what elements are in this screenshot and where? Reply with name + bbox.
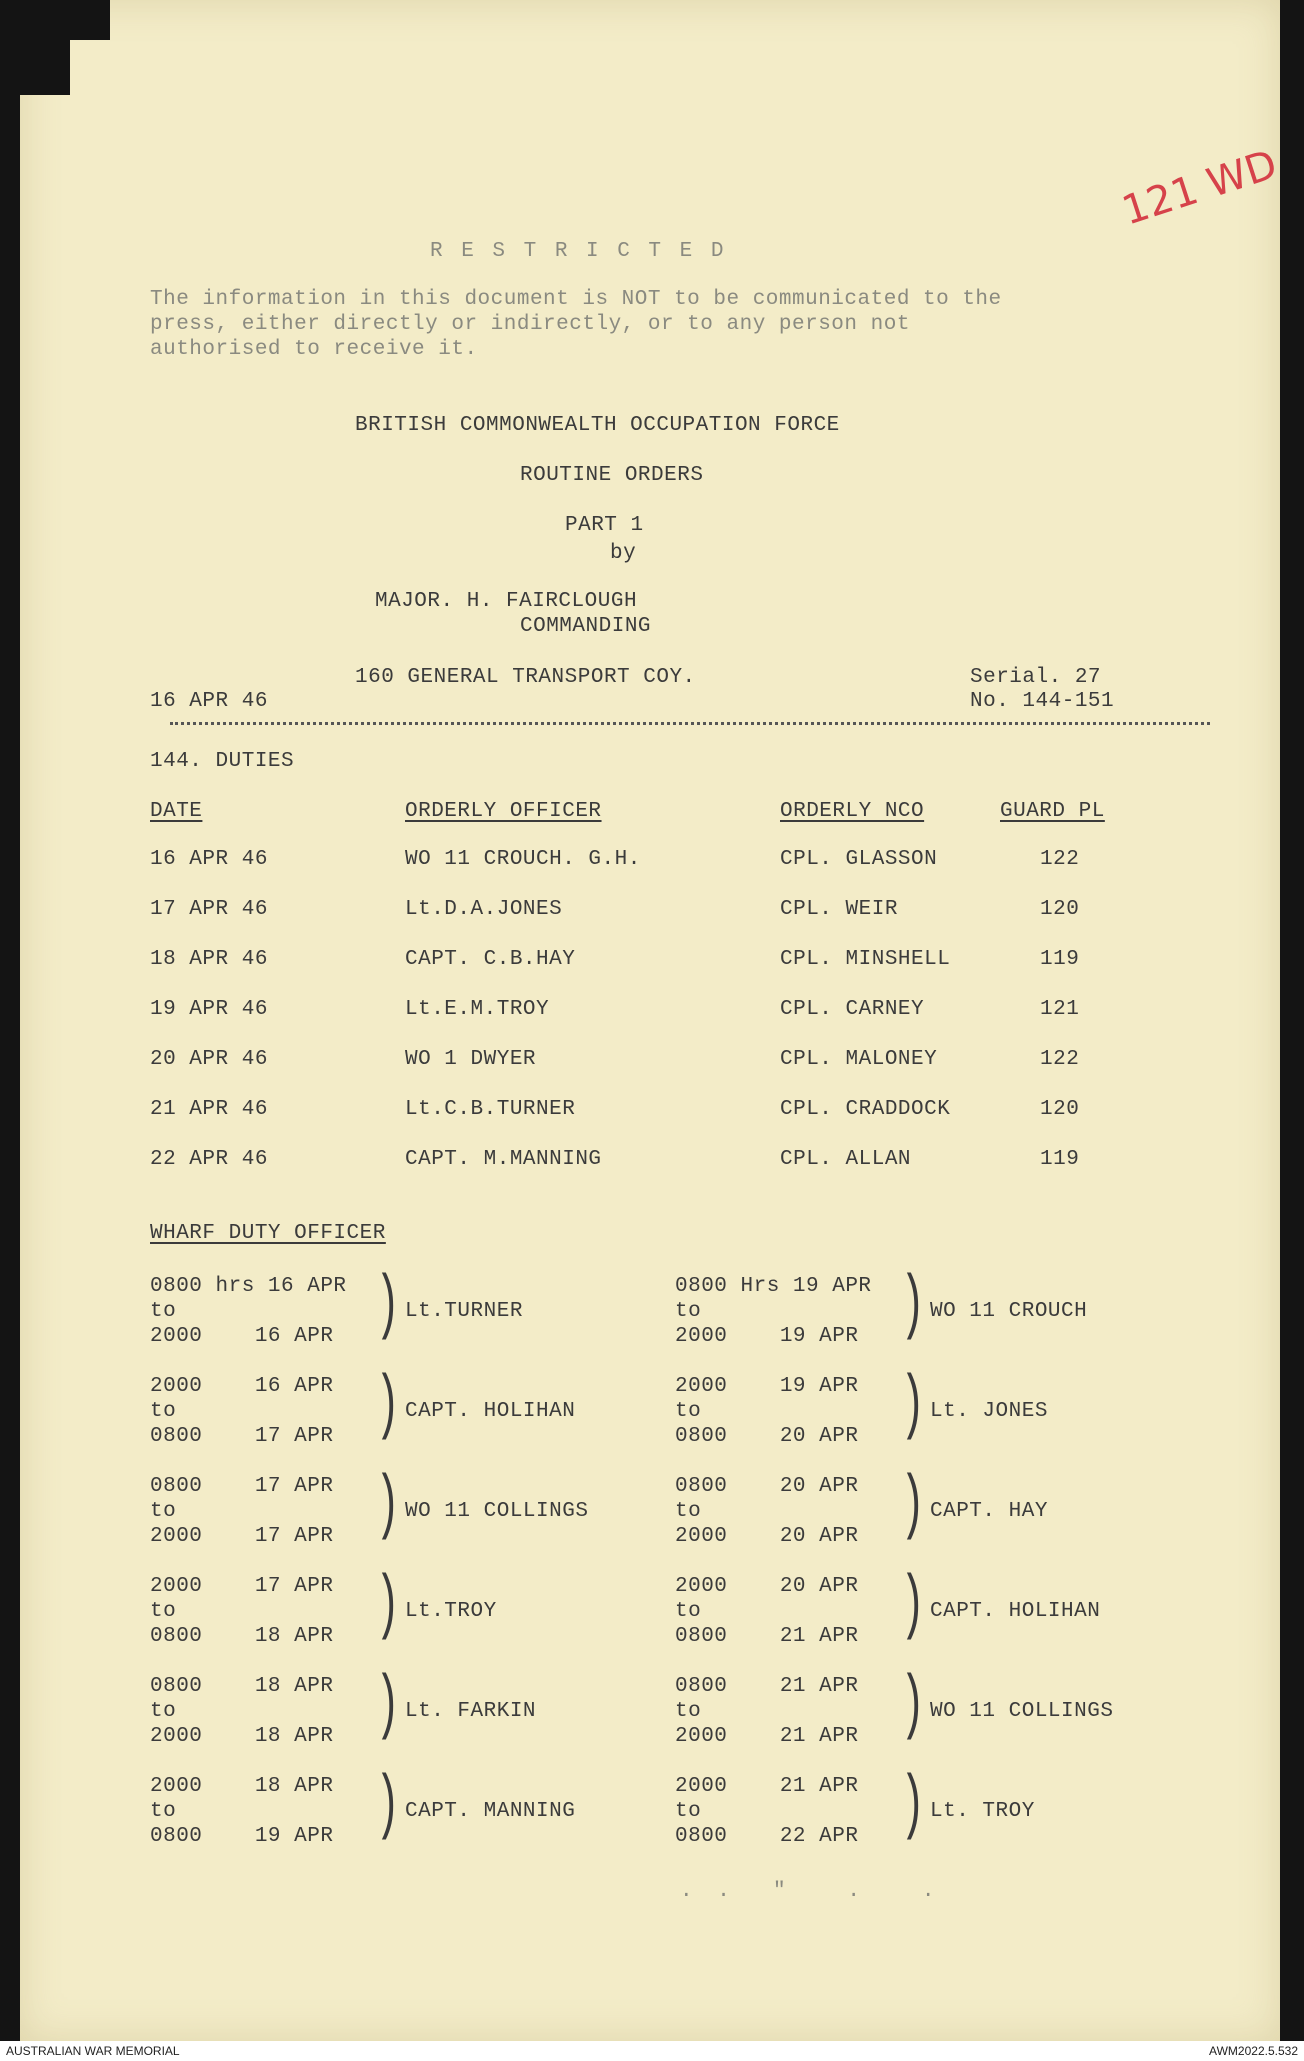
handwritten-mark: 121 WD xyxy=(1116,141,1283,235)
duty-officer: Lt. TROY xyxy=(930,1800,1035,1823)
orderly-officer-cell: Lt.E.M.TROY xyxy=(405,998,550,1021)
shift-to: to xyxy=(150,1700,177,1723)
orderly-nco-cell: CPL. MINSHELL xyxy=(780,948,951,971)
orderly-nco-cell: CPL. CRADDOCK xyxy=(780,1098,951,1121)
bracket: ) xyxy=(900,1765,926,1847)
separator-line xyxy=(170,722,1210,725)
torn-corner xyxy=(0,0,110,40)
shift-end: 2000 19 APR xyxy=(675,1325,859,1348)
shift-start: 2000 18 APR xyxy=(150,1775,334,1798)
duty-officer: CAPT. MANNING xyxy=(405,1800,576,1823)
column-header: ORDERLY NCO xyxy=(780,800,925,823)
part-label: PART 1 xyxy=(565,514,644,537)
guard-pl-cell: 119 xyxy=(1040,948,1080,971)
shift-to: to xyxy=(675,1700,702,1723)
bracket: ) xyxy=(375,1265,401,1347)
shift-start: 0800 18 APR xyxy=(150,1675,334,1698)
orders-title: ROUTINE ORDERS xyxy=(520,464,704,487)
shift-end: 2000 20 APR xyxy=(675,1525,859,1548)
shift-end: 0800 20 APR xyxy=(675,1425,859,1448)
guard-pl-cell: 121 xyxy=(1040,998,1080,1021)
archive-footer xyxy=(0,2041,1304,2061)
column-header: GUARD PL xyxy=(1000,800,1105,823)
duty-officer: CAPT. HOLIHAN xyxy=(930,1600,1101,1623)
shift-end: 2000 16 APR xyxy=(150,1325,334,1348)
shift-to: to xyxy=(675,1800,702,1823)
footer-source: AUSTRALIAN WAR MEMORIAL xyxy=(6,2044,180,2058)
shift-to: to xyxy=(675,1600,702,1623)
duty-officer: WO 11 COLLINGS xyxy=(930,1700,1114,1723)
shift-end: 0800 17 APR xyxy=(150,1425,334,1448)
shift-end: 0800 22 APR xyxy=(675,1825,859,1848)
order-numbers: No. 144-151 xyxy=(970,690,1115,713)
date-cell: 21 APR 46 xyxy=(150,1098,268,1121)
guard-pl-cell: 120 xyxy=(1040,1098,1080,1121)
orderly-nco-cell: CPL. GLASSON xyxy=(780,848,938,871)
date-cell: 18 APR 46 xyxy=(150,948,268,971)
bracket: ) xyxy=(900,1565,926,1647)
shift-to: to xyxy=(150,1800,177,1823)
shift-to: to xyxy=(150,1400,177,1423)
bracket: ) xyxy=(900,1665,926,1747)
shift-start: 0800 17 APR xyxy=(150,1475,334,1498)
guard-pl-cell: 122 xyxy=(1040,1048,1080,1071)
column-header: ORDERLY OFFICER xyxy=(405,800,602,823)
duty-officer: WO 11 COLLINGS xyxy=(405,1500,589,1523)
document-page xyxy=(20,0,1283,2041)
orderly-officer-cell: CAPT. M.MANNING xyxy=(405,1148,602,1171)
shift-end: 2000 17 APR xyxy=(150,1525,334,1548)
shift-start: 2000 21 APR xyxy=(675,1775,859,1798)
restricted-heading: R E S T R I C T E D xyxy=(430,240,727,263)
restriction-notice-line: The information in this document is NOT to be communicated to the xyxy=(150,288,1002,311)
shift-end: 2000 18 APR xyxy=(150,1725,334,1748)
force-title: BRITISH COMMONWEALTH OCCUPATION FORCE xyxy=(355,414,840,437)
shift-start: 2000 20 APR xyxy=(675,1575,859,1598)
date-cell: 17 APR 46 xyxy=(150,898,268,921)
shift-end: 0800 19 APR xyxy=(150,1825,334,1848)
shift-to: to xyxy=(150,1500,177,1523)
bracket: ) xyxy=(375,1465,401,1547)
orderly-nco-cell: CPL. WEIR xyxy=(780,898,898,921)
bracket: ) xyxy=(375,1565,401,1647)
duty-officer: CAPT. HOLIHAN xyxy=(405,1400,576,1423)
shift-to: to xyxy=(675,1500,702,1523)
shift-end: 0800 21 APR xyxy=(675,1625,859,1648)
serial-number: Serial. 27 xyxy=(970,666,1102,689)
date-cell: 20 APR 46 xyxy=(150,1048,268,1071)
unit-name: 160 GENERAL TRANSPORT COY. xyxy=(355,666,696,689)
restriction-notice-line: authorised to receive it. xyxy=(150,338,478,361)
duty-officer: Lt.TURNER xyxy=(405,1300,523,1323)
shift-end: 0800 18 APR xyxy=(150,1625,334,1648)
shift-to: to xyxy=(150,1600,177,1623)
duties-heading: 144. DUTIES xyxy=(150,750,295,773)
shift-end: 2000 21 APR xyxy=(675,1725,859,1748)
bracket: ) xyxy=(375,1765,401,1847)
bracket: ) xyxy=(900,1265,926,1347)
duty-officer: Lt. FARKIN xyxy=(405,1700,537,1723)
shift-start: 0800 20 APR xyxy=(675,1475,859,1498)
bracket: ) xyxy=(900,1365,926,1447)
wharf-duty-heading: WHARF DUTY OFFICER xyxy=(150,1222,386,1245)
orderly-nco-cell: CPL. MALONEY xyxy=(780,1048,938,1071)
document-date: 16 APR 46 xyxy=(150,690,268,713)
date-cell: 22 APR 46 xyxy=(150,1148,268,1171)
guard-pl-cell: 119 xyxy=(1040,1148,1080,1171)
orderly-officer-cell: Lt.C.B.TURNER xyxy=(405,1098,576,1121)
torn-corner xyxy=(0,40,70,95)
shift-to: to xyxy=(675,1300,702,1323)
date-cell: 19 APR 46 xyxy=(150,998,268,1021)
orderly-nco-cell: CPL. CARNEY xyxy=(780,998,925,1021)
duty-officer: Lt.TROY xyxy=(405,1600,497,1623)
shift-to: to xyxy=(675,1400,702,1423)
bracket: ) xyxy=(375,1665,401,1747)
shift-start: 2000 16 APR xyxy=(150,1375,334,1398)
duty-officer: WO 11 CROUCH xyxy=(930,1300,1088,1323)
officer-role: COMMANDING xyxy=(520,615,652,638)
orderly-nco-cell: CPL. ALLAN xyxy=(780,1148,912,1171)
orderly-officer-cell: WO 11 CROUCH. G.H. xyxy=(405,848,641,871)
shift-start: 2000 17 APR xyxy=(150,1575,334,1598)
by-label: by xyxy=(610,542,637,565)
page-end-marks: . . " . . xyxy=(680,1880,941,1903)
bracket: ) xyxy=(375,1365,401,1447)
bracket: ) xyxy=(900,1465,926,1547)
shift-start: 0800 21 APR xyxy=(675,1675,859,1698)
orderly-officer-cell: CAPT. C.B.HAY xyxy=(405,948,576,971)
officer-name: MAJOR. H. FAIRCLOUGH xyxy=(375,590,638,613)
orderly-officer-cell: Lt.D.A.JONES xyxy=(405,898,563,921)
date-cell: 16 APR 46 xyxy=(150,848,268,871)
guard-pl-cell: 120 xyxy=(1040,898,1080,921)
shift-start: 2000 19 APR xyxy=(675,1375,859,1398)
restriction-notice-line: press, either directly or indirectly, or to any person not xyxy=(150,313,910,336)
shift-start: 0800 hrs 16 APR xyxy=(150,1275,347,1298)
guard-pl-cell: 122 xyxy=(1040,848,1080,871)
column-header: DATE xyxy=(150,800,203,823)
orderly-officer-cell: WO 1 DWYER xyxy=(405,1048,537,1071)
duty-officer: Lt. JONES xyxy=(930,1400,1048,1423)
duty-officer: CAPT. HAY xyxy=(930,1500,1048,1523)
shift-start: 0800 Hrs 19 APR xyxy=(675,1275,872,1298)
footer-reference: AWM2022.5.532 xyxy=(1209,2044,1298,2058)
shift-to: to xyxy=(150,1300,177,1323)
